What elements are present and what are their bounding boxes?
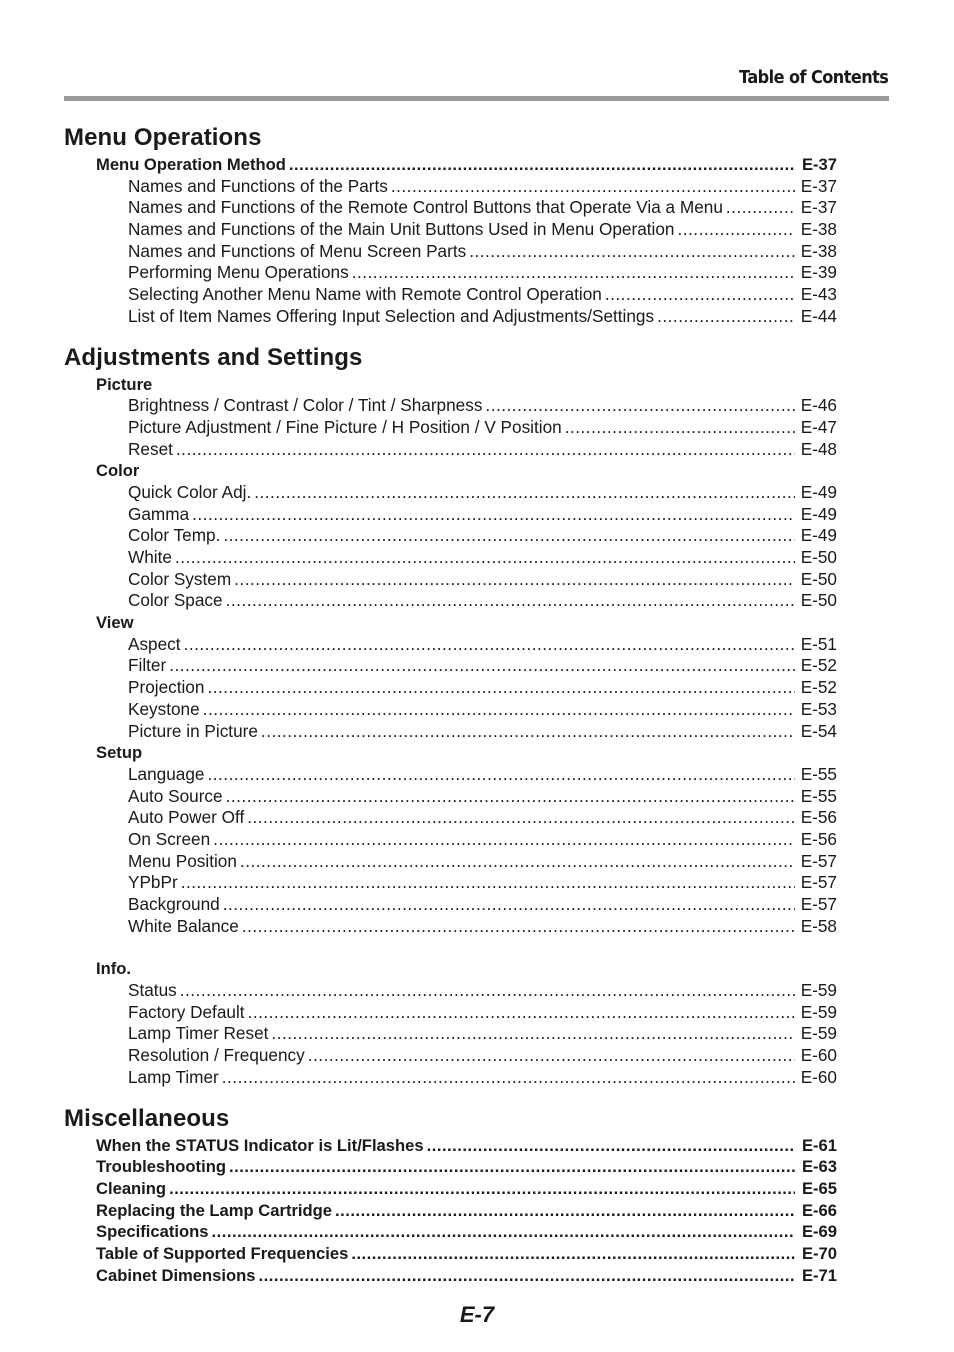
toc-entry-page: E-66 xyxy=(801,1200,837,1220)
toc-entry[interactable] xyxy=(64,980,837,1002)
toc-entry-page: E-55 xyxy=(800,785,837,806)
leader-dots xyxy=(229,1156,795,1178)
toc-entry[interactable] xyxy=(64,1067,837,1089)
toc-entry[interactable] xyxy=(64,894,837,916)
toc-entry-page: E-46 xyxy=(800,395,837,416)
section-title: Menu Operations xyxy=(64,124,262,151)
toc-entry-label: Names and Functions of Menu Screen Parts xyxy=(128,240,467,261)
entry-list xyxy=(64,980,837,1088)
leader-dots xyxy=(226,590,795,612)
toc-entry-label: Status xyxy=(128,980,177,1001)
toc-entry[interactable] xyxy=(64,721,837,743)
toc-entry-page: E-53 xyxy=(800,698,837,719)
page-header-title: Table of Contents xyxy=(738,68,888,88)
toc-entry-label: When the STATUS Indicator is Lit/Flashes xyxy=(96,1135,424,1155)
toc-entry-label: Menu Position xyxy=(128,850,237,871)
leader-dots xyxy=(677,219,795,241)
toc-entry-page: E-65 xyxy=(801,1178,837,1198)
leader-dots xyxy=(485,395,795,417)
toc-entry[interactable] xyxy=(64,1265,837,1287)
toc-entry-label: Cabinet Dimensions xyxy=(96,1265,256,1285)
toc-entry-label: White xyxy=(128,547,172,567)
page-number: E-7 xyxy=(459,1302,495,1327)
toc-entry[interactable] xyxy=(64,872,837,894)
toc-entry[interactable] xyxy=(64,525,837,547)
leader-dots xyxy=(469,241,795,263)
toc-entry[interactable] xyxy=(64,916,837,938)
leader-dots xyxy=(259,1265,795,1287)
toc-entry[interactable] xyxy=(64,284,837,306)
leader-dots xyxy=(223,525,795,547)
leader-dots xyxy=(242,916,795,938)
toc-entry-page: E-69 xyxy=(801,1222,837,1242)
toc-entry-page: E-38 xyxy=(800,240,837,261)
toc-entry[interactable] xyxy=(64,219,837,241)
toc-entry-page: E-55 xyxy=(800,763,837,784)
toc-entry-main[interactable] xyxy=(64,154,837,176)
toc-entry-label: Gamma xyxy=(128,503,190,524)
toc-entry-page: E-57 xyxy=(800,894,837,914)
toc-entry-label: Names and Functions of the Remote Control Buttons that Operate Via a Menu xyxy=(128,197,723,218)
leader-dots xyxy=(271,1023,795,1045)
toc-entry-page: E-59 xyxy=(800,1001,837,1022)
toc-entry-label: Specifications xyxy=(96,1222,209,1242)
subsection-heading-setup[interactable]: Setup xyxy=(96,743,143,763)
section-menu-operations xyxy=(64,122,837,328)
leader-dots xyxy=(212,1221,795,1243)
toc-entry-label: Language xyxy=(128,763,205,784)
toc-entry-label: Filter xyxy=(128,655,167,676)
leader-dots xyxy=(726,197,795,219)
toc-entry-page: E-57 xyxy=(800,850,837,871)
toc-entry-page: E-71 xyxy=(801,1265,837,1285)
subsection-heading-picture[interactable]: Picture xyxy=(96,374,153,394)
toc-entry[interactable] xyxy=(64,655,837,677)
toc-entry-label: Aspect xyxy=(128,633,181,654)
toc-entry[interactable] xyxy=(64,786,837,808)
toc-entry-page: E-52 xyxy=(800,677,837,698)
toc-entry-label: Lamp Timer xyxy=(128,1066,219,1087)
toc-entry[interactable] xyxy=(64,569,837,591)
leader-dots xyxy=(207,764,795,786)
toc-entry-label: Quick Color Adj. xyxy=(128,481,252,502)
leader-dots xyxy=(192,504,795,526)
toc-entry[interactable] xyxy=(64,851,837,873)
toc-entry[interactable] xyxy=(64,807,837,829)
toc-entry-label: Projection xyxy=(128,677,205,698)
toc-entry-label: Names and Functions of the Parts xyxy=(128,175,388,196)
toc-entry-page: E-50 xyxy=(800,568,837,589)
leader-dots xyxy=(234,569,795,591)
toc-entry-page: E-52 xyxy=(800,655,837,676)
toc-entry-page: E-44 xyxy=(800,305,837,326)
toc-entry[interactable] xyxy=(64,306,837,328)
toc-entry[interactable] xyxy=(64,1045,837,1067)
toc-entry-label: YPbPr xyxy=(128,872,178,893)
toc-entry-page: E-38 xyxy=(800,219,837,240)
leader-dots xyxy=(427,1135,795,1157)
subsection-heading-view[interactable]: View xyxy=(96,613,134,633)
toc-entry[interactable] xyxy=(64,1135,837,1157)
toc-entry-label: Picture in Picture xyxy=(128,720,258,741)
toc-entry[interactable] xyxy=(64,197,837,219)
leader-dots xyxy=(180,980,795,1002)
toc-entry-label: Cleaning xyxy=(96,1178,167,1198)
toc-entry-label: Reset xyxy=(128,438,173,459)
toc-entry[interactable] xyxy=(64,677,837,699)
leader-dots xyxy=(351,1243,795,1265)
leader-dots xyxy=(261,721,795,743)
toc-entry-page: E-37 xyxy=(801,155,837,174)
leader-dots xyxy=(223,894,795,916)
toc-entry[interactable] xyxy=(64,1002,837,1024)
toc-entry-label: Menu Operation Method xyxy=(96,155,286,174)
leader-dots xyxy=(391,176,795,198)
toc-entry[interactable] xyxy=(64,829,837,851)
toc-entry-label: Color Space xyxy=(128,590,223,611)
toc-entry[interactable] xyxy=(64,417,837,439)
entry-list xyxy=(64,764,837,938)
toc-entry-page: E-50 xyxy=(800,547,837,567)
leader-dots xyxy=(565,417,795,439)
toc-entry-label: Performing Menu Operations xyxy=(128,262,349,283)
toc-entry[interactable] xyxy=(64,482,837,504)
toc-entry[interactable] xyxy=(64,504,837,526)
entry-list xyxy=(64,482,837,612)
toc-entry[interactable] xyxy=(64,176,837,198)
toc-entry[interactable] xyxy=(64,262,837,284)
leader-dots xyxy=(605,284,795,306)
toc-entry-page: E-49 xyxy=(800,503,837,524)
toc-entry-page: E-49 xyxy=(800,525,837,546)
leader-dots xyxy=(176,439,795,461)
toc-entry-label: Resolution / Frequency xyxy=(128,1045,305,1066)
toc-entry-label: Color Temp. xyxy=(128,525,221,546)
toc-entry-page: E-60 xyxy=(800,1066,837,1087)
leader-dots xyxy=(308,1045,795,1067)
entry-list xyxy=(64,395,837,460)
toc-entry[interactable] xyxy=(64,634,837,656)
toc-entry[interactable] xyxy=(64,1243,837,1265)
toc-entry-label: Keystone xyxy=(128,698,200,719)
toc-entry-page: E-47 xyxy=(800,416,837,437)
leader-dots xyxy=(247,807,795,829)
leader-dots xyxy=(203,699,795,721)
toc-entry[interactable] xyxy=(64,1156,837,1178)
toc-entry-page: E-37 xyxy=(800,175,837,196)
leader-dots xyxy=(657,306,795,328)
leader-dots xyxy=(352,262,795,284)
leader-dots xyxy=(213,829,795,851)
toc-entry-label: On Screen xyxy=(128,828,211,849)
toc-entry[interactable] xyxy=(64,1200,837,1222)
toc-entry-label: List of Item Names Offering Input Selection and Adjustments/Settings xyxy=(128,305,655,326)
leader-dots xyxy=(226,786,795,808)
toc-entry-page: E-59 xyxy=(800,980,837,1001)
subsection-heading-color[interactable]: Color xyxy=(96,461,140,481)
leader-dots xyxy=(207,677,795,699)
toc-entry-page: E-60 xyxy=(800,1045,837,1066)
toc-entry[interactable] xyxy=(64,1178,837,1200)
toc-entry[interactable] xyxy=(64,1023,837,1045)
toc-entry-page: E-54 xyxy=(800,720,837,741)
toc-entry-page: E-56 xyxy=(800,828,837,849)
toc-entry-page: E-50 xyxy=(800,590,837,611)
toc-entry[interactable] xyxy=(64,395,837,417)
toc-entry-page: E-49 xyxy=(800,481,837,502)
toc-entry[interactable] xyxy=(64,699,837,721)
toc-entry-label: Background xyxy=(128,894,220,914)
toc-entry-label: Auto Power Off xyxy=(128,807,245,828)
toc-entry-label: Selecting Another Menu Name with Remote Control Operation xyxy=(128,284,602,305)
toc-entry[interactable] xyxy=(64,590,837,612)
toc-entry-label: Troubleshooting xyxy=(96,1157,226,1177)
toc-entry[interactable] xyxy=(64,1221,837,1243)
toc-entry-page: E-43 xyxy=(800,284,837,305)
toc-entry-label: White Balance xyxy=(128,915,239,936)
toc-entry-label: Brightness / Contrast / Color / Tint / Sharpness xyxy=(128,395,483,416)
leader-dots xyxy=(169,655,795,677)
leader-dots xyxy=(169,1178,795,1200)
entry-list xyxy=(64,176,837,328)
entry-list xyxy=(64,634,837,742)
leader-dots xyxy=(248,1002,795,1024)
toc-entry-page: E-48 xyxy=(800,438,837,459)
leader-dots xyxy=(181,872,795,894)
leader-dots xyxy=(335,1200,795,1222)
section-adjustments-and-settings xyxy=(64,342,837,1089)
toc-entry-label: Replacing the Lamp Cartridge xyxy=(96,1200,333,1220)
leader-dots xyxy=(289,154,795,176)
leader-dots xyxy=(222,1067,795,1089)
toc-entry-page: E-58 xyxy=(800,915,837,936)
leader-dots xyxy=(184,634,795,656)
toc-entry[interactable] xyxy=(64,241,837,263)
toc-entry-page: E-63 xyxy=(801,1157,837,1177)
toc-entry-page: E-51 xyxy=(800,633,837,654)
subsection-heading-info[interactable]: Info. xyxy=(96,959,132,979)
toc-entry-page: E-57 xyxy=(800,872,837,893)
entry-list xyxy=(64,1135,837,1287)
toc-entry-page: E-61 xyxy=(801,1135,837,1155)
toc-entry-page: E-37 xyxy=(800,197,837,218)
header-divider xyxy=(64,96,889,101)
table-of-contents xyxy=(64,122,837,1286)
section-title: Adjustments and Settings xyxy=(64,343,363,371)
leader-dots xyxy=(240,851,795,873)
toc-entry[interactable] xyxy=(64,547,837,569)
toc-entry-page: E-70 xyxy=(801,1243,837,1263)
section-miscellaneous xyxy=(64,1103,837,1287)
toc-entry-label: Picture Adjustment / Fine Picture / H Position / V Position xyxy=(128,416,562,437)
toc-entry-label: Color System xyxy=(128,568,232,589)
section-title: Miscellaneous xyxy=(64,1104,230,1132)
toc-entry-label: Names and Functions of the Main Unit Buttons Used in Menu Operation xyxy=(128,219,675,240)
leader-dots xyxy=(175,547,795,569)
toc-entry[interactable] xyxy=(64,439,837,461)
leader-dots xyxy=(254,482,795,504)
toc-entry-label: Factory Default xyxy=(128,1001,245,1022)
toc-entry-label: Lamp Timer Reset xyxy=(128,1023,269,1044)
toc-entry-page: E-39 xyxy=(800,262,837,283)
toc-entry[interactable] xyxy=(64,764,837,786)
toc-entry-page: E-59 xyxy=(800,1023,837,1044)
toc-entry-label: Auto Source xyxy=(128,785,223,806)
toc-entry-page: E-56 xyxy=(800,807,837,828)
toc-entry-label: Table of Supported Frequencies xyxy=(96,1243,349,1263)
